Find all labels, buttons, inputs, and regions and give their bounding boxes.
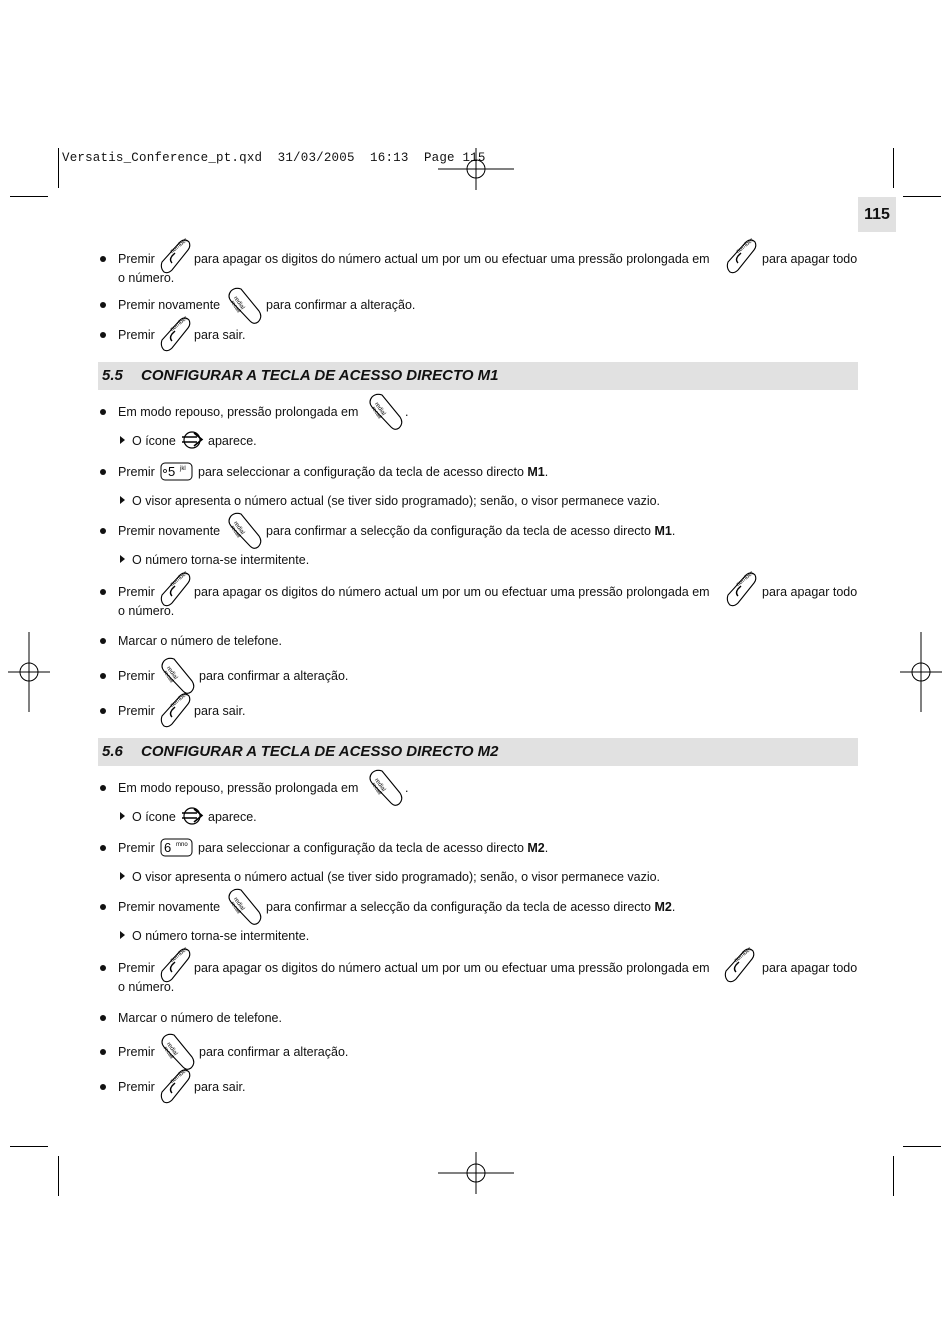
redial-key-icon bbox=[227, 287, 263, 325]
text: Premir bbox=[118, 328, 155, 342]
crop-mark bbox=[58, 1156, 59, 1196]
registration-mark-left bbox=[8, 632, 50, 712]
bullet bbox=[100, 1015, 106, 1021]
text-bold: M2 bbox=[654, 900, 672, 914]
arrow-bullet bbox=[120, 436, 125, 444]
text: para confirmar a alteração. bbox=[199, 669, 349, 683]
text: para confirmar a selecção da configuração da tecla de acesso directo bbox=[266, 524, 651, 538]
text: para apagar os digitos do número actual um por um ou efectuar uma pressão prolongada em bbox=[194, 961, 710, 975]
text: para apagar todo bbox=[762, 585, 858, 599]
text: O número torna-se intermitente. bbox=[132, 553, 310, 567]
bullet bbox=[100, 673, 106, 679]
text: . bbox=[544, 841, 549, 855]
bullet bbox=[100, 528, 106, 534]
text-bold: M2 bbox=[527, 841, 545, 855]
bullet bbox=[100, 469, 106, 475]
arrow-bullet bbox=[120, 496, 125, 504]
crop-mark bbox=[58, 148, 59, 188]
crop-mark bbox=[903, 1146, 941, 1147]
text: O ícone bbox=[132, 810, 176, 824]
redial-key-icon bbox=[227, 512, 263, 550]
text: para confirmar a selecção da configuração da tecla de acesso directo bbox=[266, 900, 651, 914]
crop-mark bbox=[10, 196, 48, 197]
text-bold: M1 bbox=[654, 524, 672, 538]
text: Premir bbox=[118, 252, 155, 266]
crop-mark bbox=[903, 196, 941, 197]
section-number: 5.6 bbox=[102, 743, 123, 760]
bullet bbox=[100, 1084, 106, 1090]
registration-mark-bottom bbox=[436, 1152, 516, 1194]
registration-mark-right bbox=[900, 632, 942, 712]
arrow-directory-icon bbox=[182, 430, 206, 452]
text: . bbox=[405, 405, 409, 419]
text: o número. bbox=[118, 604, 175, 618]
redial-key-icon bbox=[160, 657, 196, 695]
section-title: CONFIGURAR A TECLA DE ACESSO DIRECTO M2 bbox=[141, 743, 499, 760]
svg-text:jkl: jkl bbox=[180, 466, 186, 472]
text: . bbox=[671, 900, 676, 914]
arrow-bullet bbox=[120, 812, 125, 820]
text: para apagar todo bbox=[762, 961, 858, 975]
key-5-icon bbox=[160, 462, 193, 481]
text: Premir bbox=[118, 704, 155, 718]
text: aparece. bbox=[208, 434, 257, 448]
text: Premir bbox=[118, 1045, 155, 1059]
text: Premir bbox=[118, 669, 155, 683]
arrow-bullet bbox=[120, 555, 125, 563]
text: O visor apresenta o número actual (se tiver sido programado); senão, o visor permanece vazio. bbox=[132, 870, 661, 884]
text: para apagar os digitos do número actual um por um ou efectuar uma pressão prolongada em bbox=[194, 252, 710, 266]
redial-key-icon bbox=[368, 769, 404, 807]
crop-mark bbox=[893, 148, 894, 188]
bullet bbox=[100, 965, 106, 971]
list-item bbox=[118, 250, 155, 268]
number-key-icon bbox=[724, 571, 760, 609]
text: Marcar o número de telefone. bbox=[118, 1011, 282, 1025]
key-6-icon bbox=[160, 838, 193, 857]
text: para sair. bbox=[194, 328, 246, 342]
redial-key-icon bbox=[227, 888, 263, 926]
number-key-icon bbox=[724, 238, 760, 276]
bullet bbox=[100, 708, 106, 714]
text: Premir novamente bbox=[118, 900, 221, 914]
text: para confirmar a alteração. bbox=[266, 298, 416, 312]
text: Marcar o número de telefone. bbox=[118, 634, 282, 648]
svg-text:5: 5 bbox=[168, 464, 176, 479]
section-heading bbox=[98, 362, 858, 390]
text: . bbox=[671, 524, 676, 538]
text: O visor apresenta o número actual (se tiver sido programado); senão, o visor permanece vazio. bbox=[132, 494, 661, 508]
bullet bbox=[100, 332, 106, 338]
text: Premir bbox=[118, 961, 155, 975]
text: Premir novamente bbox=[118, 298, 221, 312]
text: para apagar os digitos do número actual um por um ou efectuar uma pressão prolongada em bbox=[194, 585, 710, 599]
svg-text:6: 6 bbox=[164, 840, 172, 855]
bullet bbox=[100, 785, 106, 791]
text-bold: M1 bbox=[527, 465, 545, 479]
section-heading bbox=[98, 738, 858, 766]
text: Premir bbox=[118, 1080, 155, 1094]
arrow-directory-icon bbox=[182, 806, 206, 828]
redial-key-icon bbox=[368, 393, 404, 431]
crop-mark bbox=[10, 1146, 48, 1147]
bullet bbox=[100, 638, 106, 644]
text: para sair. bbox=[194, 1080, 246, 1094]
arrow-bullet bbox=[120, 872, 125, 880]
arrow-bullet bbox=[120, 931, 125, 939]
redial-key-icon bbox=[160, 1033, 196, 1071]
bullet bbox=[100, 845, 106, 851]
text: Premir bbox=[118, 465, 155, 479]
text: Premir novamente bbox=[118, 524, 221, 538]
text: o número. bbox=[118, 271, 175, 285]
registration-mark-top bbox=[436, 148, 516, 190]
bullet bbox=[100, 1049, 106, 1055]
text: Premir bbox=[118, 841, 155, 855]
number-key-icon bbox=[158, 692, 194, 730]
svg-text:mno: mno bbox=[176, 842, 188, 848]
text: para sair. bbox=[194, 704, 246, 718]
text: para seleccionar a configuração da tecla de acesso directo bbox=[198, 465, 524, 479]
crop-mark bbox=[893, 1156, 894, 1196]
text: O número torna-se intermitente. bbox=[132, 929, 310, 943]
text: para apagar todo bbox=[762, 252, 858, 266]
bullet bbox=[100, 589, 106, 595]
text: o número. bbox=[118, 980, 175, 994]
section-number: 5.5 bbox=[102, 367, 123, 384]
bullet bbox=[100, 904, 106, 910]
number-key-icon bbox=[158, 316, 194, 354]
section-title: CONFIGURAR A TECLA DE ACESSO DIRECTO M1 bbox=[141, 367, 499, 384]
text: para seleccionar a configuração da tecla de acesso directo bbox=[198, 841, 524, 855]
text: O ícone bbox=[132, 434, 176, 448]
bullet bbox=[100, 302, 106, 308]
text: . bbox=[405, 781, 409, 795]
text: Premir bbox=[118, 585, 155, 599]
text: . bbox=[544, 465, 549, 479]
text: aparece. bbox=[208, 810, 257, 824]
text: para confirmar a alteração. bbox=[199, 1045, 349, 1059]
page-number: 115 bbox=[858, 197, 896, 232]
print-slug: Versatis_Conference_pt.qxd 31/03/2005 16:13 Page 115 bbox=[62, 151, 486, 165]
number-key-icon bbox=[158, 1068, 194, 1106]
bullet bbox=[100, 409, 106, 415]
text: Em modo repouso, pressão prolongada em bbox=[118, 405, 359, 419]
bullet bbox=[100, 256, 106, 262]
text: Em modo repouso, pressão prolongada em bbox=[118, 781, 359, 795]
number-key-icon bbox=[722, 947, 758, 985]
